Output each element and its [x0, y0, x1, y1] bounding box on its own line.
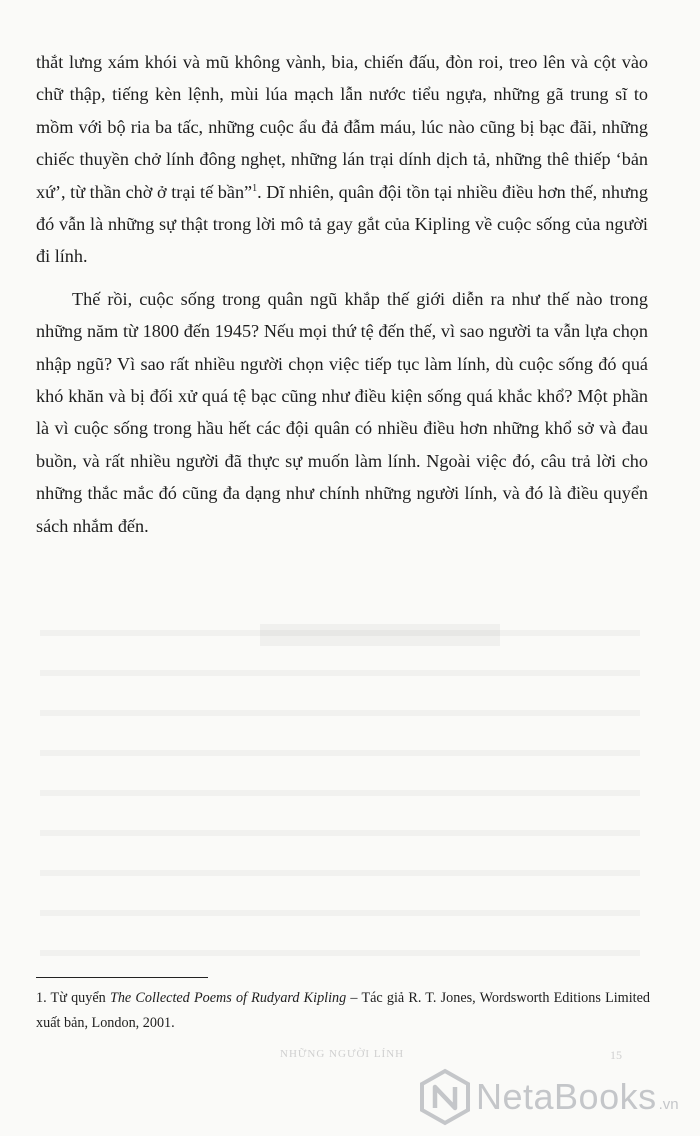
footnote-book-title: The Collected Poems of Rudyard Kipling [109, 990, 347, 1006]
footnote-divider [36, 977, 208, 978]
footnote [36, 986, 650, 1036]
footnote-suffix: – Tác giả R. T. Jones, Wordsworth Editions Limited xuất bản, London, 2001. [36, 990, 650, 1031]
watermark-brand: NetaBooks [476, 1076, 657, 1117]
watermark-suffix: .vn [658, 1095, 679, 1113]
netabooks-logo-icon [418, 1068, 472, 1126]
paragraph-1-end: . Dĩ nhiên, quân đội tồn tại nhiều điều hơn thế, nhưng đó vẫn là những sự thật trong lời mô tả gay gắt của Kipling về cuộc sống của người đi lính. [36, 181, 648, 267]
watermark [418, 1068, 688, 1126]
main-text [36, 46, 648, 542]
bleed-through-text [40, 610, 640, 970]
page-number: 15 [610, 1048, 622, 1062]
footnote-prefix: 1. Từ quyển [36, 990, 110, 1006]
bleed-through-heading [260, 624, 500, 646]
paragraph-1 [36, 46, 648, 273]
footnote-marker[interactable]: 1 [252, 182, 258, 194]
paragraph-2: Thế rồi, cuộc sống trong quân ngũ khắp thế giới diễn ra như thế nào trong những năm từ 1800 đến 1945? Nếu mọi thứ tệ đến thế, vì sao người ta vẫn lựa chọn nhập ngũ? Vì sao rất nhiều người chọn việc tiếp tục làm lính, dù cuộc sống đó quá khó khăn và bị đối xử quá tệ bạc cũng như điều kiện sống quá khắc khổ? Một phần là vì cuộc sống trong hầu hết các đội quân có nhiều điều hơn những khổ sở và đau buồn, và rất nhiều người đã thực sự muốn làm lính. Ngoài việc đó, câu trả lời cho những thắc mắc đó cũng đa dạng như chính những người lính, và đó là điều quyển sách nhắm đến. [36, 288, 648, 536]
running-footer: NHỮNG NGƯỜI LÍNH [280, 1048, 405, 1060]
paragraph-1-text: thắt lưng xám khói và mũ không vành, bia, chiến đấu, đòn roi, treo lên và cột vào chữ thập, tiếng kèn lệnh, mùi lúa mạch lẫn nước tiểu ngựa, những gã trung sĩ to mồm với bộ ria ba tấc, những cuộc ẩu đả đẫm máu, lúc nào cũng bị bạc đãi, những chiếc thuyền chở lính đông nghẹt, những lán trại dính dịch tả, những thê thiếp ‘bản xứ’, từ thần chờ ở trại tế bần” [36, 52, 648, 202]
